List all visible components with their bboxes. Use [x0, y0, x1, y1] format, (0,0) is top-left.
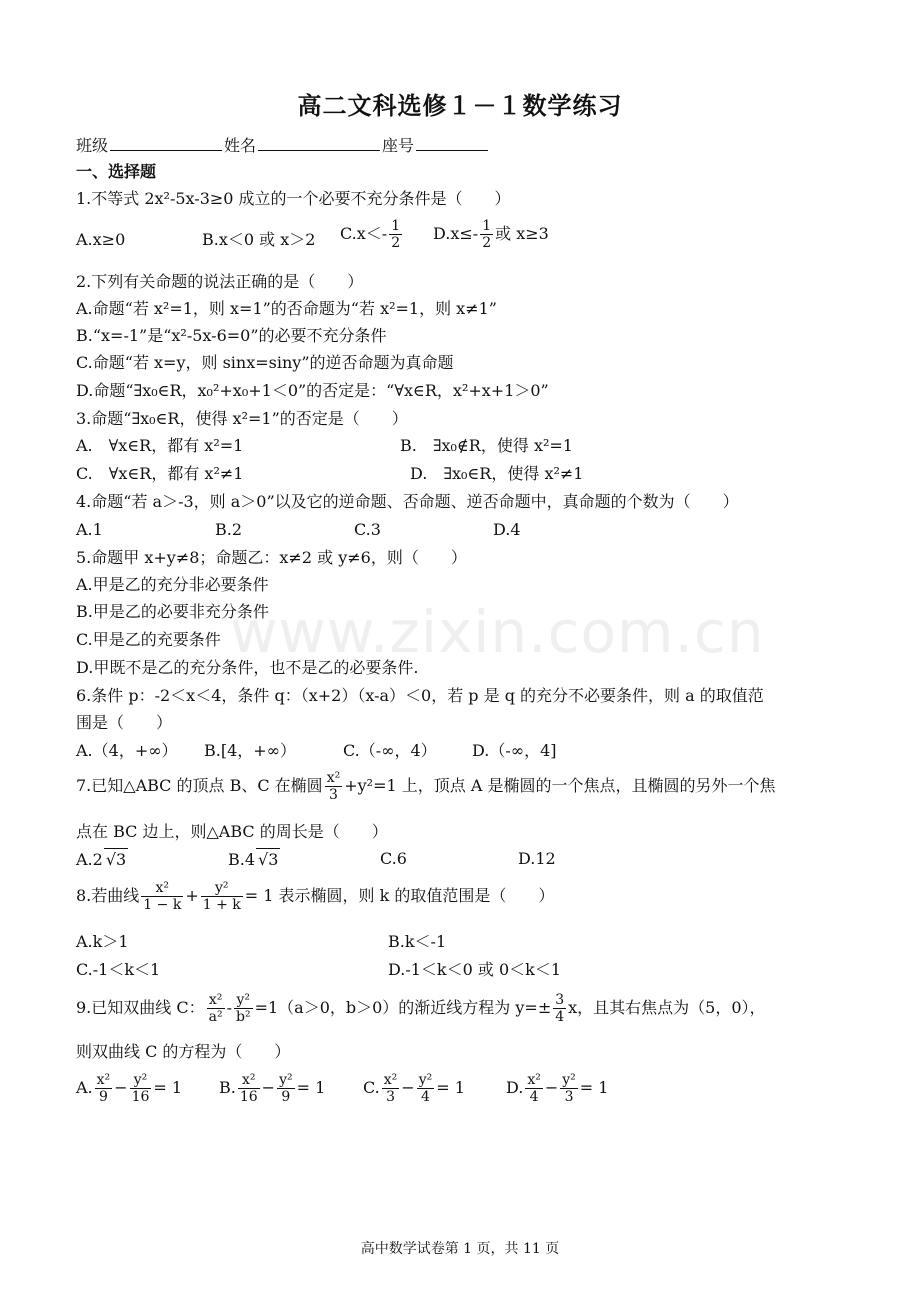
q6-option-d: D.（-∞，4] [472, 741, 557, 760]
sqrt-symbol: √3 [105, 850, 127, 869]
q9-fraction-1: $\frac{\text{x²}}{\text{a²}}$ [208, 992, 223, 1025]
q1-option-b: B.x＜0 或 x＞2 [202, 230, 316, 249]
q9-option-a: A. $\frac{\text{x²}}{9}$ − $\frac{\text{y²}}{16}$ = 1 [76, 1072, 183, 1105]
question-8-stem: 8.若曲线 $\frac{\text{x²}}{1 - k}$ + $\frac{\text{y²}}{1 + k}$ = 1 表示椭圆，则 k 的取值范围是（ ） [76, 880, 555, 913]
q9-option-c: C. $\frac{\text{x²}}{3}$ − $\frac{\text{y²}}{4}$ = 1 [363, 1072, 465, 1105]
q8-option-d: D.-1＜k＜0 或 0＜k＜1 [388, 960, 562, 979]
page-footer: 高中数学试卷第 1 页，共 11 页 [360, 1241, 560, 1257]
q8-fraction-2: $\frac{\text{y²}}{1 + k}$ [202, 880, 241, 913]
q1-d-tail: 或 x≥3 [495, 224, 549, 243]
watermark: www.zixin.com.cn [230, 598, 765, 666]
q8-option-b: B.k＜-1 [388, 932, 447, 951]
q1-c-text: C.x＜- [340, 224, 388, 243]
sqrt-symbol: √3 [258, 850, 279, 869]
q6-option-b: B.[4，+∞） [204, 741, 297, 760]
q8-fraction-1: $\frac{\text{x²}}{1 - k}$ [143, 880, 182, 913]
question-1-stem: 1.不等式 2x²-5x-3≥0 成立的一个必要不充分条件是（ ） [76, 189, 511, 208]
question-6-stem: 6.条件 p：-2＜x＜4，条件 q：（x+2）（x-a）＜0，若 p 是 q 的充分不必要条件，则 a 的取值范 [76, 686, 764, 705]
q1-d-fraction: $\frac{1}{2}$ [482, 218, 492, 251]
q2-option-a: A.命题“若 x²=1，则 x=1”的否命题为“若 x²=1，则 x≠1” [76, 299, 497, 318]
page-title: 高二文科选修１－１数学练习 [297, 92, 623, 120]
q1-option-a: A.x≥0 [76, 230, 126, 249]
q1-c-fraction: $\frac{1}{2}$ [391, 218, 401, 251]
q3-option-a: A. ∀x∈R，都有 x²=1 [76, 436, 244, 455]
q4-option-b: B.2 [215, 520, 243, 539]
class-blank [110, 134, 222, 151]
q8-option-a: A.k＞1 [76, 932, 129, 951]
question-7-stem: 7.已知△ABC 的顶点 B、C 在椭圆 $\frac{\text{x²}}{3}$ +y²=1 上，顶点 A 是椭圆的一个焦点，且椭圆的另外一个焦 [76, 770, 776, 803]
q2-option-c: C.命题“若 x=y，则 sinx=siny”的逆否命题为真命题 [76, 353, 454, 372]
q9-option-d: D. $\frac{\text{x²}}{4}$ − $\frac{\text{y²}}{3}$ = 1 [506, 1072, 609, 1105]
q4-option-c: C.3 [354, 520, 381, 539]
question-3-stem: 3.命题“∃x₀∈R，使得 x²=1”的否定是（ ） [76, 409, 408, 428]
q9-fraction-2: $\frac{\text{y²}}{\text{b²}}$ [235, 992, 251, 1025]
question-9-stem: 9.已知双曲线 C： $\frac{\text{x²}}{\text{a²}}$ - $\frac{\text{y²}}{\text{b²}}$ =1（a＞0，b＞0）的渐近线方程为 y=± $\frac{3}{4}$ x，且其右焦点为（5，0）， [76, 992, 766, 1025]
q7-option-c: C.6 [380, 849, 407, 868]
q2-option-b: B.“x=-1”是“x²-5x-6=0”的必要不充分条件 [76, 326, 387, 345]
q6-option-a: A.（4，+∞） [76, 741, 178, 760]
q5-option-b: B.甲是乙的必要非充分条件 [76, 602, 269, 621]
question-4-stem: 4.命题“若 a＞-3，则 a＞0”以及它的逆命题、否命题、逆否命题中，真命题的个数为（ ） [76, 492, 739, 511]
q7-option-b: B.4 √3 [228, 850, 279, 869]
class-label: 班级 [76, 136, 109, 155]
q1-option-d [433, 218, 549, 251]
question-7-stem-cont: 点在 BC 边上，则△ABC 的周长是（ ） [76, 822, 388, 841]
q1-d-text: D.x≤- [433, 224, 479, 243]
q9-fraction-3: $\frac{3}{4}$ [555, 992, 565, 1025]
question-9-stem-cont: 则双曲线 C 的方程为（ ） [76, 1042, 291, 1061]
q7-fraction: $\frac{\text{x²}}{3}$ [326, 770, 341, 803]
q3-option-d: D. ∃x₀∈R，使得 x²≠1 [410, 464, 584, 483]
q3-option-b: B. ∃x₀∉R，使得 x²=1 [400, 436, 573, 455]
q7-option-d: D.12 [518, 849, 556, 868]
student-info-row [76, 134, 490, 157]
name-blank [258, 134, 380, 151]
question-2-stem: 2.下列有关命题的说法正确的是（ ） [76, 272, 364, 291]
q5-option-c: C.甲是乙的充要条件 [76, 630, 221, 649]
name-label: 姓名 [224, 136, 257, 155]
q4-option-a: A.1 [76, 520, 103, 539]
q8-option-c: C.-1＜k＜1 [76, 960, 161, 979]
q4-option-d: D.4 [493, 520, 521, 539]
q2-option-d: D.命题“∃x₀∈R，x₀²+x₀+1＜0”的否定是：“∀x∈R，x²+x+1＞0” [76, 381, 549, 400]
seat-blank [416, 134, 488, 151]
q3-option-c: C. ∀x∈R，都有 x²≠1 [76, 464, 244, 483]
q6-option-c: C.（-∞，4） [343, 741, 437, 760]
question-6-stem-cont: 围是（ ） [76, 713, 173, 732]
q1-option-c [340, 218, 404, 251]
seat-label: 座号 [382, 136, 415, 155]
q9-option-b: B. $\frac{\text{x²}}{16}$ − $\frac{\text{y²}}{9}$ = 1 [219, 1072, 326, 1105]
section-heading: 一、选择题 [76, 162, 157, 181]
q7-option-a: A.2 √3 [76, 850, 127, 869]
q5-option-d: D.甲既不是乙的充分条件，也不是乙的必要条件. [76, 658, 419, 677]
question-5-stem: 5.命题甲 x+y≠8；命题乙：x≠2 或 y≠6，则（ ） [76, 548, 467, 567]
q5-option-a: A.甲是乙的充分非必要条件 [76, 575, 269, 594]
